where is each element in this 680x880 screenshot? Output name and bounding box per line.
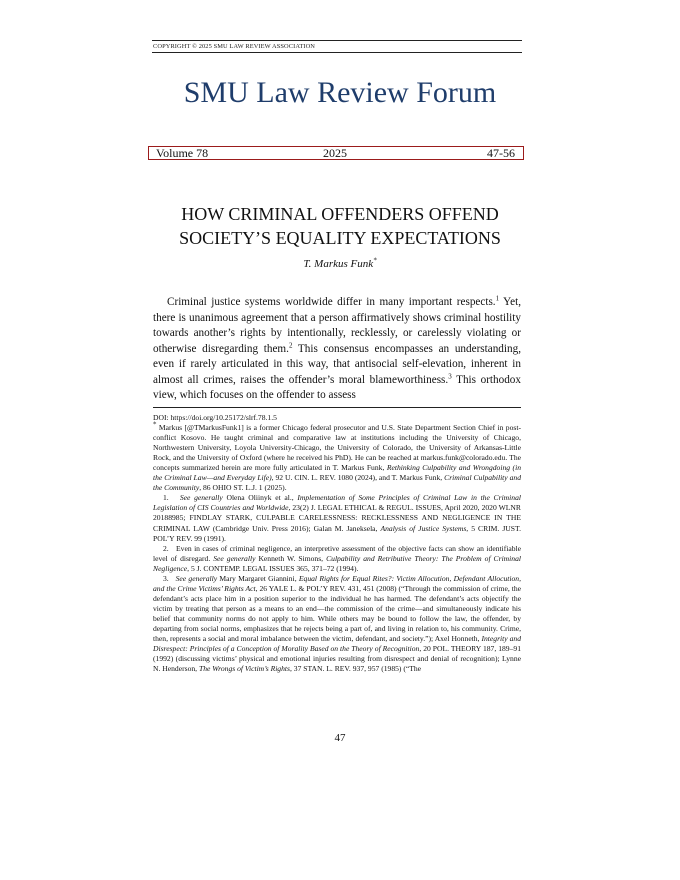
fn3-italic-d: The Wrongs of Victim’s Rights [198, 664, 290, 674]
body-sentence-2: Yet, there is unanimous agreement that a person affirmatively shows criminal hostility towards another’s rights by intentionally, recklessly, or carelessly violating or otherwise disregarding them. [153, 296, 522, 355]
footnote-3-number: 3. [163, 573, 169, 583]
header-bottom-rule [152, 52, 522, 53]
fn1-italic-b: Implementation of Some Principles of Criminal Law in the Criminal Legislation of CIS Countries and Worldwide [153, 493, 521, 513]
body-sentence-4: This orthodox view, which focuses on the offender to assess [153, 373, 521, 401]
footnote-ref-1[interactable]: 1 [495, 294, 500, 303]
fn2-text-b: Kenneth W. Simons, [255, 553, 327, 563]
fn1-italic-a: See generally [179, 493, 223, 503]
fn-star-text-a: Markus [@TMarkusFunk1] is a former Chicago federal prosecutor and U.S. State Department Section Chief in post-conflict Kosovo. He taught criminal and comparative law at institutions including the University of Chicago, Northwestern University, Loyola University-Chicago, the University of Colorado, the University of Arkansas-Little Rock, and the University of Oxford (where he received his PhD). He can be reached at markus.funk@colorado.edu. The concepts summarized herein are more fully articulated in T. Markus Funk, [153, 423, 521, 473]
footnote-star-mark: * [153, 420, 157, 429]
author-name [0, 258, 680, 270]
footnote-1 [153, 493, 521, 543]
author-name-text: T. Markus Funk [303, 258, 374, 270]
fn3-text-d: , 37 STAN. L. REV. 937, 957 (1985) (“The [289, 664, 422, 674]
fn2-italic-a: See generally [213, 553, 256, 563]
fn3-text-a: Mary Margaret Giannini, [217, 573, 299, 583]
doi-line[interactable]: DOI: https://doi.org/10.25172/slrf.78.1.5 [153, 413, 277, 422]
fn-star-text-c: , 86 OHIO ST. L.J. 1 (2025). [199, 483, 287, 493]
footnote-ref-2[interactable]: 2 [288, 340, 293, 349]
fn1-text-b: , 23(2) J. LEGAL ETHICAL & REGUL. ISSUES, April 2020, 2020 WLNR 20188985; FINDLAY STARK, CULPABLE CARELESSNESS: RECKLESSNESS AND NEGLIGENCE IN THE CRIMINAL LAW (Cambridge Univ. Press 2016); Galan M. Janeksela, [153, 503, 521, 533]
fn1-text-c: , 5 CRIM. JUST. POL’Y REV. 99 (1991). [153, 523, 521, 543]
body-sentence-1: Criminal justice systems worldwide differ in many important respects. [167, 296, 496, 308]
body-paragraph [153, 295, 521, 404]
fn3-text-c: , 20 POL. THEORY 187, 189–91 (1992) (discussing victims’ physical and emotional injuries resulting from disrespect and denial of recognition); Lynne N. Henderson, [153, 644, 521, 674]
footnote-2 [153, 544, 521, 574]
header-top-rule [152, 40, 522, 41]
fn3-italic-c: Integrity and Disrespect: Principles of a Conception of Morality Based on the Theory of Recognition [153, 634, 522, 654]
volume-pages: 47-56 [487, 146, 515, 160]
footnote-1-number: 1. [163, 493, 169, 503]
fn2-text-a: Even in cases of criminal negligence, an interpretive assessment of the objective facts can show an identifiable level of disregard. [153, 543, 521, 563]
footnotes [153, 413, 521, 674]
volume-label: Volume 78 [156, 146, 209, 160]
article-title-line-2: SOCIETY’S EQUALITY EXPECTATIONS [179, 228, 501, 248]
footnote-star [153, 420, 521, 493]
page-number: 47 [334, 732, 346, 744]
footnote-ref-3[interactable]: 3 [448, 371, 452, 380]
fn1-italic-c: Analysis of Justice Systems [380, 523, 467, 533]
author-footnote-mark[interactable]: * [373, 256, 377, 265]
body-sentence-3: This consensus encompasses an understanding, even if rarely articulated in this way, that antisocial self-elevation, inherent in almost all crimes, raises the offender’s moral blameworthiness. [153, 342, 521, 386]
volume-year: 2025 [323, 146, 347, 160]
fn3-italic-a: See generally [175, 573, 218, 583]
journal-title: SMU Law Review Forum [183, 76, 497, 109]
body-paragraph-1 [153, 295, 521, 404]
footnote-2-number: 2. [163, 543, 169, 553]
fn3-text-b: , 26 YALE L. & POL’Y REV. 431, 451 (2008) (“Through the commission of crime, the defendant’s acts place him in a position superior to the individual he has harmed. The defendant’s acts objectify the victim by treating that person as a means to an end—the commission of the crime—and simultaneously indicate his belief that community norms do not apply to him. While others may be bound to follow the law, the offender, by departing from social norms, emphasizes that he rejects being a part of, and living in relation to, his community. Crime, then, represents a social and moral imbalance between the victim, defendant, and society.”); Axel Honneth, [153, 583, 522, 644]
fn-star-italic-2: Criminal Culpability and the Community [153, 473, 521, 493]
fn2-italic-b: Culpability and Retributive Theory: The Problem of Criminal Negligence [153, 553, 521, 573]
footnote-separator [153, 407, 521, 408]
fn1-text-a: Olena Oliinyk et al., [222, 493, 298, 503]
fn3-italic-b: Equal Rights for Equal Rites?: Victim Allocution, Defendant Allocution, and the Crime Victims’ Rights Act [153, 573, 521, 593]
fn-star-text-b: , 92 U. CIN. L. REV. 1080 (2024), and T. Markus Funk, [271, 473, 445, 483]
article-title-line-1: HOW CRIMINAL OFFENDERS OFFEND [181, 204, 499, 224]
copyright-line: COPYRIGHT © 2025 SMU LAW REVIEW ASSOCIATION [153, 43, 316, 50]
fn-star-italic-1: Rethinking Culpability and Wrongdoing (in the Criminal Law—and Everyday Life) [153, 463, 521, 483]
fn2-text-c: , 5 J. CONTEMP. LEGAL ISSUES 365, 371–72 (1994). [187, 563, 359, 573]
footnote-3 [153, 574, 521, 674]
